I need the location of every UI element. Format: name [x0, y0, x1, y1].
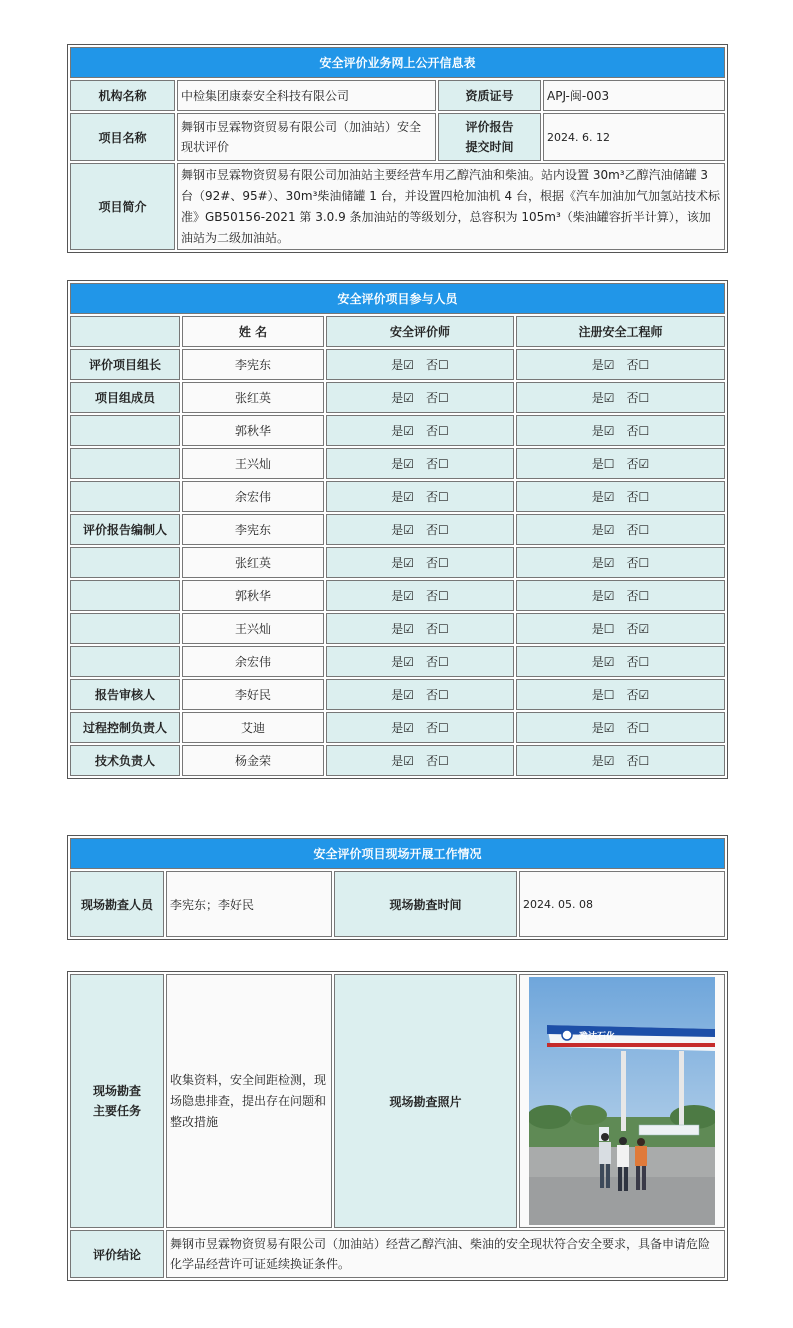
blank-header-cell [70, 316, 180, 347]
table-row [70, 448, 725, 479]
role-label [70, 481, 180, 512]
survey-details-table [67, 971, 728, 1281]
table-row [70, 349, 725, 380]
submit-time-value: 2024. 6. 12 [543, 113, 725, 161]
project-name-label: 项目名称 [70, 113, 175, 161]
survey-time-value: 2024. 05. 08 [519, 871, 725, 937]
project-intro-value: 舞钢市昱霖物资贸易有限公司加油站主要经营车用乙醇汽油和柴油。站内设置 30m³乙醇汽油储罐 3 台（92#、95#）、30m³柴油储罐 1 台，并设置四枪加油机 4 台，根据《汽车加油加气加氢站技术标准》GB50156-2021 第 3.0.9 条加油站的等级划分，总容积为 105m³（柴油罐容折半计算），该加油站为二级加油站。 [177, 163, 725, 250]
survey-task-label: 现场勘查 主要任务 [70, 974, 164, 1228]
table-row [70, 514, 725, 545]
role-label: 报告审核人 [70, 679, 180, 710]
table-row [70, 712, 725, 743]
table-row [70, 481, 725, 512]
engineer-checkbox-group: 是☑ 否☐ [516, 382, 725, 413]
conclusion-label: 评价结论 [70, 1230, 164, 1278]
role-label [70, 646, 180, 677]
public-info-title: 安全评价业务网上公开信息表 [70, 47, 725, 78]
role-label [70, 613, 180, 644]
engineer-column-header: 注册安全工程师 [516, 316, 725, 347]
engineer-checkbox-group: 是☐ 否☑ [516, 613, 725, 644]
person-name: 张红英 [182, 547, 324, 578]
survey-task-value: 收集资料，安全间距检测，现场隐患排查，提出存在问题和整改措施 [166, 974, 332, 1228]
role-label: 过程控制负责人 [70, 712, 180, 743]
evaluator-checkbox-group: 是☑ 否☐ [326, 712, 514, 743]
engineer-checkbox-group: 是☑ 否☐ [516, 745, 725, 776]
project-name-value: 舞钢市昱霖物资贸易有限公司（加油站）安全现状评价 [177, 113, 436, 161]
person-name: 余宏伟 [182, 481, 324, 512]
conclusion-value: 舞钢市昱霖物资贸易有限公司（加油站）经营乙醇汽油、柴油的安全现状符合安全要求，具备申请危险化学品经营许可证延续换证条件。 [166, 1230, 725, 1278]
evaluator-checkbox-group: 是☑ 否☐ [326, 547, 514, 578]
person-name: 李好民 [182, 679, 324, 710]
survey-people-label: 现场勘查人员 [70, 871, 164, 937]
engineer-checkbox-group: 是☑ 否☐ [516, 712, 725, 743]
role-label [70, 580, 180, 611]
person-name: 郭秋华 [182, 580, 324, 611]
person-name: 郭秋华 [182, 415, 324, 446]
role-label [70, 547, 180, 578]
engineer-checkbox-group: 是☑ 否☐ [516, 547, 725, 578]
org-name-value: 中检集团康泰安全科技有限公司 [177, 80, 436, 111]
role-label: 评价报告编制人 [70, 514, 180, 545]
evaluator-checkbox-group: 是☑ 否☐ [326, 481, 514, 512]
person-name: 李宪东 [182, 514, 324, 545]
person-name: 王兴灿 [182, 613, 324, 644]
public-info-table [67, 44, 728, 253]
table-row [70, 745, 725, 776]
person-name: 杨金荣 [182, 745, 324, 776]
evaluator-checkbox-group: 是☑ 否☐ [326, 646, 514, 677]
survey-people-value: 李宪东；李好民 [166, 871, 332, 937]
cert-number-value: APJ-闽-003 [543, 80, 725, 111]
evaluator-checkbox-group: 是☑ 否☐ [326, 415, 514, 446]
project-intro-label: 项目简介 [70, 163, 175, 250]
table-row [70, 613, 725, 644]
evaluator-checkbox-group: 是☑ 否☐ [326, 580, 514, 611]
org-name-label: 机构名称 [70, 80, 175, 111]
evaluator-checkbox-group: 是☑ 否☐ [326, 514, 514, 545]
gas-station-photo [529, 977, 715, 1225]
onsite-work-title: 安全评价项目现场开展工作情况 [70, 838, 725, 869]
engineer-checkbox-group: 是☑ 否☐ [516, 580, 725, 611]
person-name: 张红英 [182, 382, 324, 413]
role-label [70, 415, 180, 446]
name-column-header: 姓 名 [182, 316, 324, 347]
engineer-checkbox-group: 是☐ 否☑ [516, 679, 725, 710]
engineer-checkbox-group: 是☑ 否☐ [516, 514, 725, 545]
table-row [70, 679, 725, 710]
survey-time-label: 现场勘查时间 [334, 871, 517, 937]
participants-title: 安全评价项目参与人员 [70, 283, 725, 314]
survey-photo-cell [519, 974, 725, 1228]
person-name: 艾迪 [182, 712, 324, 743]
role-label: 评价项目组长 [70, 349, 180, 380]
table-row [70, 382, 725, 413]
engineer-checkbox-group: 是☑ 否☐ [516, 481, 725, 512]
table-row [70, 580, 725, 611]
evaluator-checkbox-group: 是☑ 否☐ [326, 745, 514, 776]
station-sign-text: 豫达石化 [579, 1032, 616, 1042]
evaluator-checkbox-group: 是☑ 否☐ [326, 613, 514, 644]
table-row [70, 415, 725, 446]
evaluator-checkbox-group: 是☑ 否☐ [326, 349, 514, 380]
engineer-checkbox-group: 是☐ 否☑ [516, 448, 725, 479]
engineer-checkbox-group: 是☑ 否☐ [516, 349, 725, 380]
evaluator-column-header: 安全评价师 [326, 316, 514, 347]
cert-number-label: 资质证号 [438, 80, 541, 111]
engineer-checkbox-group: 是☑ 否☐ [516, 415, 725, 446]
onsite-work-table [67, 835, 728, 940]
person-name: 李宪东 [182, 349, 324, 380]
engineer-checkbox-group: 是☑ 否☐ [516, 646, 725, 677]
role-label [70, 448, 180, 479]
submit-time-label: 评价报告 提交时间 [438, 113, 541, 161]
role-label: 项目组成员 [70, 382, 180, 413]
table-row [70, 646, 725, 677]
survey-photo-label: 现场勘查照片 [334, 974, 517, 1228]
person-name: 余宏伟 [182, 646, 324, 677]
evaluator-checkbox-group: 是☑ 否☐ [326, 679, 514, 710]
participants-table [67, 280, 728, 779]
table-row [70, 547, 725, 578]
evaluator-checkbox-group: 是☑ 否☐ [326, 448, 514, 479]
evaluator-checkbox-group: 是☑ 否☐ [326, 382, 514, 413]
person-name: 王兴灿 [182, 448, 324, 479]
role-label: 技术负责人 [70, 745, 180, 776]
